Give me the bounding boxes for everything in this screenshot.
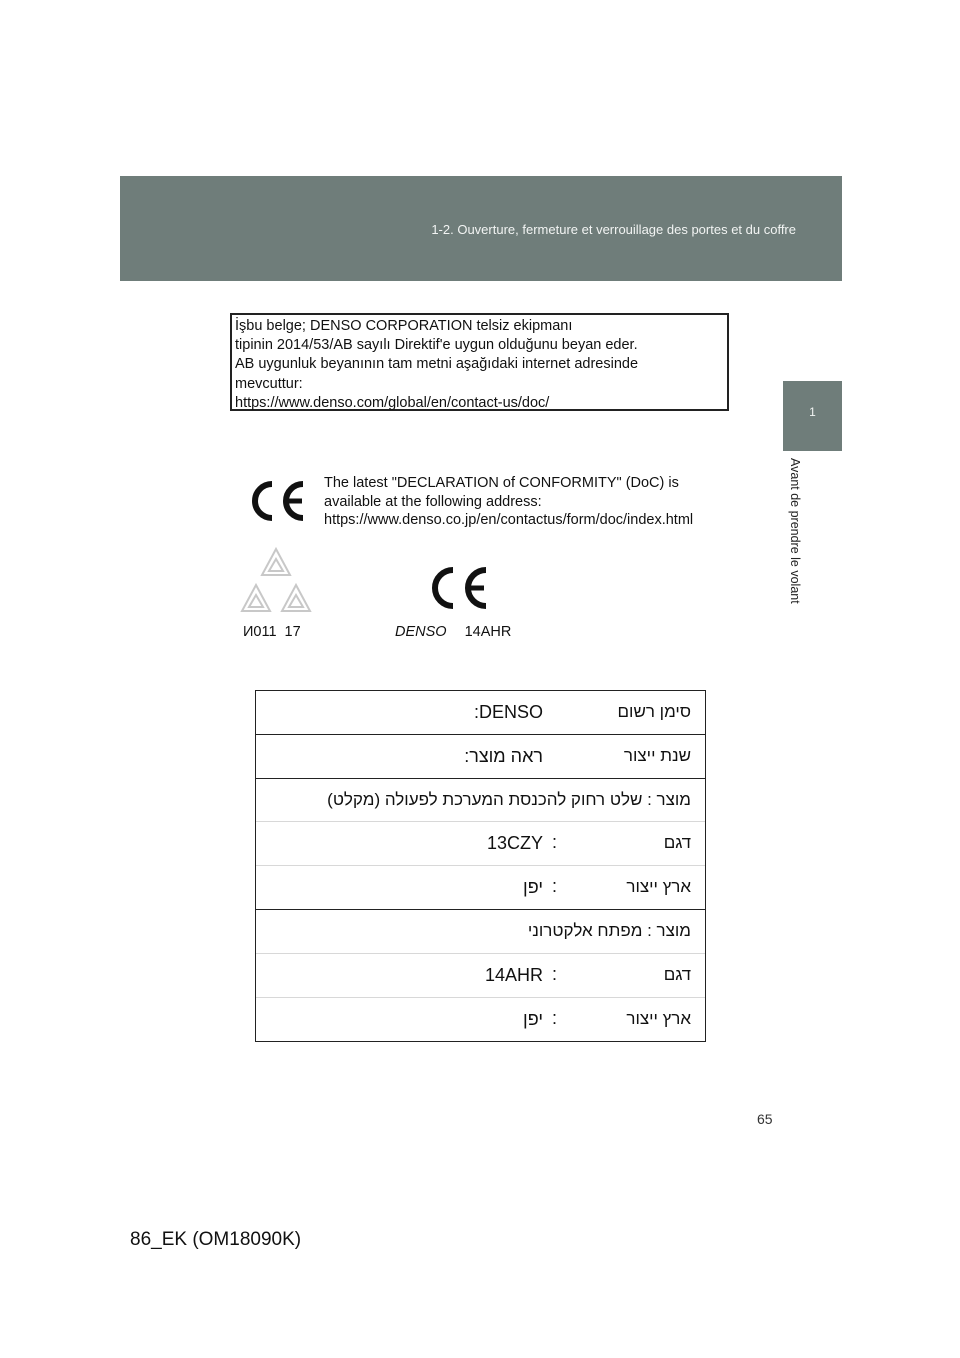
header-band xyxy=(120,176,842,281)
row-label: ארץ ייצור xyxy=(626,1008,691,1028)
turkish-line-2: tipinin 2014/53/AB sayılı Direktif'e uygun olduğunu beyan eder. xyxy=(235,337,638,354)
row-value: ראה מוצר: xyxy=(464,745,543,766)
row-value: יפן xyxy=(523,877,543,898)
row-colon: : xyxy=(552,963,558,984)
table-row xyxy=(256,998,705,1042)
hebrew-info-table xyxy=(255,690,706,1042)
chapter-label-text: Avant de prendre le volant xyxy=(788,458,802,604)
chapter-label xyxy=(790,458,802,638)
row-value: יפן xyxy=(523,1008,543,1029)
row-label: סימן רשום xyxy=(617,702,691,721)
table-row xyxy=(256,866,705,910)
certification-number xyxy=(243,624,301,640)
table-row xyxy=(256,822,705,866)
turkish-line-4: mevcuttur: xyxy=(235,375,303,392)
cert-suffix: 17 xyxy=(284,624,301,640)
turkish-declaration-box xyxy=(230,313,729,411)
eac-triangle-mark-icon xyxy=(234,546,318,623)
doc-line-2: available at the following address: xyxy=(324,493,542,510)
section-title: 1-2. Ouverture, fermeture et verrouillage des portes et du coffre xyxy=(431,222,796,237)
table-row xyxy=(256,691,705,735)
doc-line-3: https://www.denso.co.jp/en/contactus/form/doc/index.html xyxy=(324,512,694,528)
turkish-line-5: https://www.denso.com/global/en/contact-us/doc/ xyxy=(235,394,550,411)
table-row xyxy=(256,779,705,823)
ce-mark-icon xyxy=(248,478,308,529)
row-full-text: מוצר : שלט רחוק להכנסת המערכת לפעולה (מקלט) xyxy=(327,789,691,809)
row-value: 14AHR xyxy=(484,964,543,985)
row-label: דגם xyxy=(663,833,691,853)
row-label: ארץ ייצור xyxy=(626,877,691,897)
row-value: 13CZY xyxy=(486,833,543,854)
table-row xyxy=(256,954,705,998)
maker-model xyxy=(395,624,511,640)
row-colon: : xyxy=(552,1007,558,1028)
turkish-line-1: İşbu belge; DENSO CORPORATION telsiz ekipmanı xyxy=(235,318,573,334)
row-value: DENSO: xyxy=(473,702,543,722)
row-colon: : xyxy=(552,832,558,853)
chapter-number: 1 xyxy=(809,405,816,419)
ce-mark-small-icon xyxy=(427,564,491,617)
maker-brand: DENSO xyxy=(395,624,447,640)
row-full-text: מוצר : מפתח אלקטרוני xyxy=(527,920,691,940)
row-colon: : xyxy=(552,876,558,897)
turkish-line-3: AB uygunluk beyanının tam metni aşağıdaki internet adresinde xyxy=(235,356,639,373)
maker-model-number: 14AHR xyxy=(464,624,512,640)
doc-notice xyxy=(324,474,724,530)
table-row xyxy=(256,735,705,779)
page-number: 65 xyxy=(757,1111,773,1127)
row-label: דגם xyxy=(663,964,691,984)
cert-prefix: И011 xyxy=(243,624,277,640)
doc-line-1: The latest "DECLARATION of CONFORMITY" (DoC) is xyxy=(324,475,679,491)
row-label: שנת ייצור xyxy=(623,745,691,765)
chapter-tab xyxy=(783,381,842,451)
footer-code: 86_EK (OM18090K) xyxy=(130,1229,302,1250)
table-row xyxy=(256,910,705,954)
